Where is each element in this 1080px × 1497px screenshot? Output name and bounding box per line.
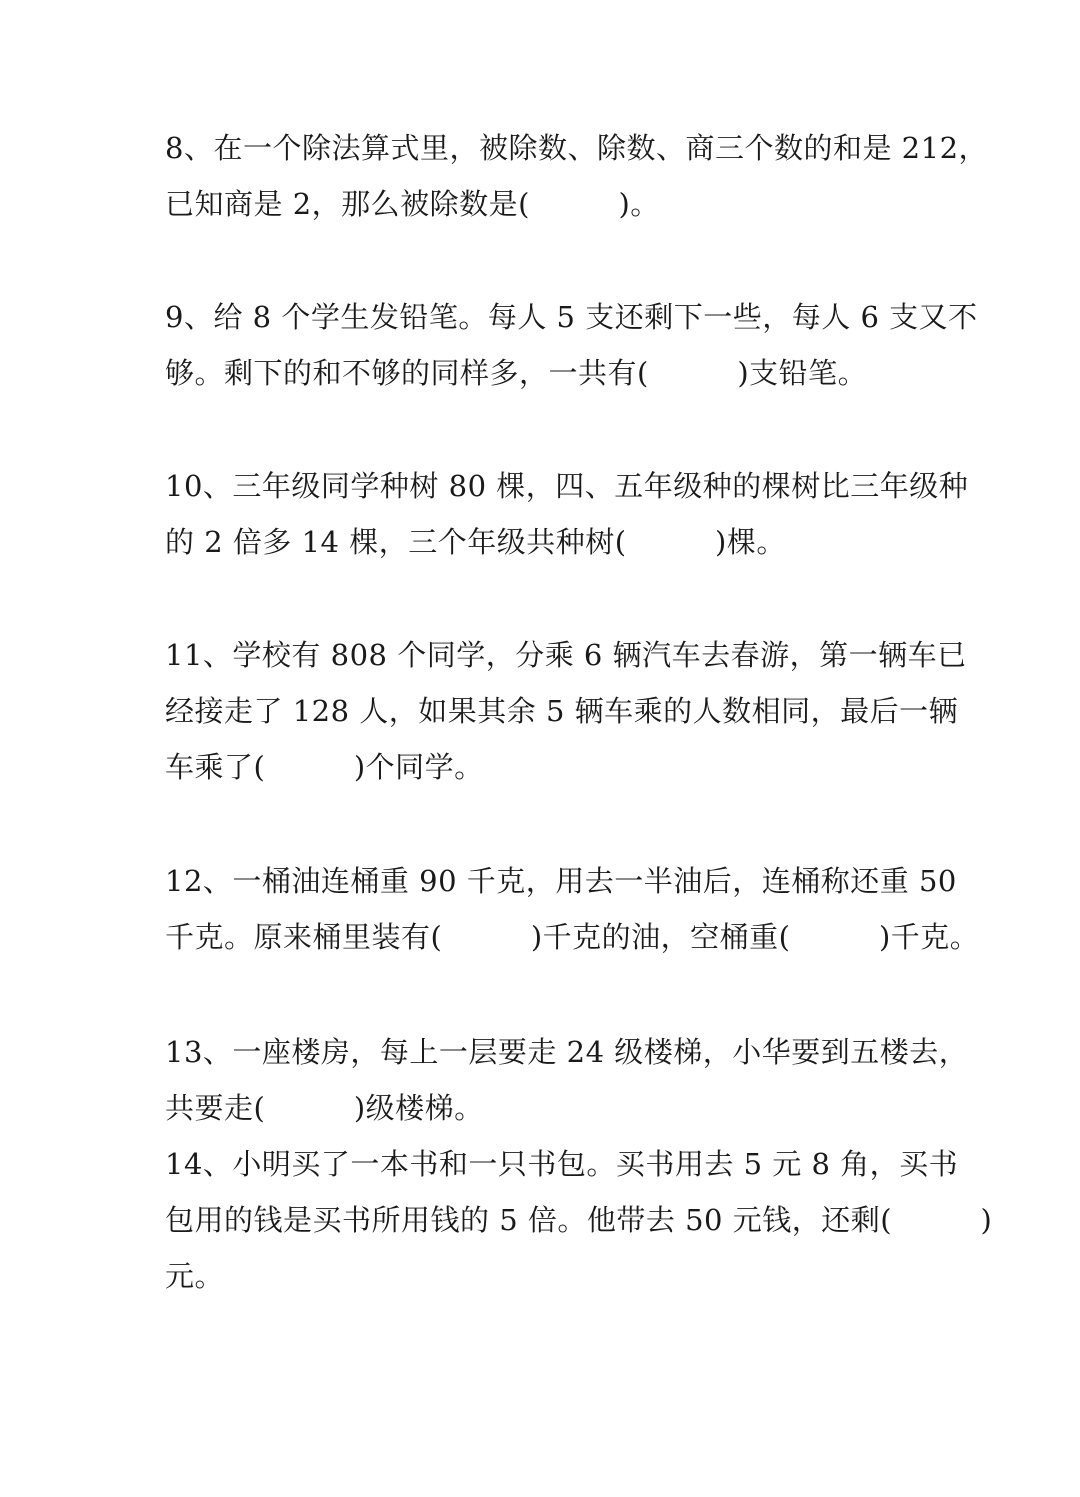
question-10 xyxy=(165,458,969,570)
question-10-line-2: 的 2 倍多 14 棵，三个年级共种树( )棵。 xyxy=(165,525,786,559)
question-10-line-1: 10、三年级同学种树 80 棵，四、五年级种的棵树比三年级种 xyxy=(165,469,969,503)
question-12 xyxy=(165,853,980,965)
question-11-line-1: 11、学校有 808 个同学，分乘 6 辆汽车去春游，第一辆车已 xyxy=(165,638,967,672)
question-14 xyxy=(165,1136,993,1304)
question-13-line-1: 13、一座楼房，每上一层要走 24 级楼梯，小华要到五楼去， xyxy=(165,1035,969,1069)
question-14-line-1: 14、小明买了一本书和一只书包。买书用去 5 元 8 角，买书 xyxy=(165,1147,959,1181)
question-12-line-1: 12、一桶油连桶重 90 千克，用去一半油后，连桶称还重 50 xyxy=(165,864,957,898)
question-13 xyxy=(165,1024,969,1136)
question-9-line-2: 够。剩下的和不够的同样多，一共有( )支铅笔。 xyxy=(165,356,868,390)
question-8-line-2: 已知商是 2，那么被除数是( )。 xyxy=(165,187,660,221)
question-11-line-2: 经接走了 128 人，如果其余 5 辆车乘的人数相同，最后一辆 xyxy=(165,694,959,728)
question-9-line-1: 9、给 8 个学生发铅笔。每人 5 支还剩下一些，每人 6 支又不 xyxy=(165,300,978,334)
question-12-line-2: 千克。原来桶里装有( )千克的油，空桶重( )千克。 xyxy=(165,920,980,954)
question-13-line-2: 共要走( )级楼梯。 xyxy=(165,1091,484,1125)
question-9 xyxy=(165,289,978,401)
question-8-line-1: 8、在一个除法算式里，被除数、除数、商三个数的和是 212， xyxy=(165,131,989,165)
question-11-line-3: 车乘了( )个同学。 xyxy=(165,750,484,784)
question-14-line-2: 包用的钱是买书所用钱的 5 倍。他带去 50 元钱，还剩( ) xyxy=(165,1203,993,1237)
question-11 xyxy=(165,627,967,795)
question-8 xyxy=(165,120,989,232)
question-14-line-3: 元。 xyxy=(165,1259,225,1293)
